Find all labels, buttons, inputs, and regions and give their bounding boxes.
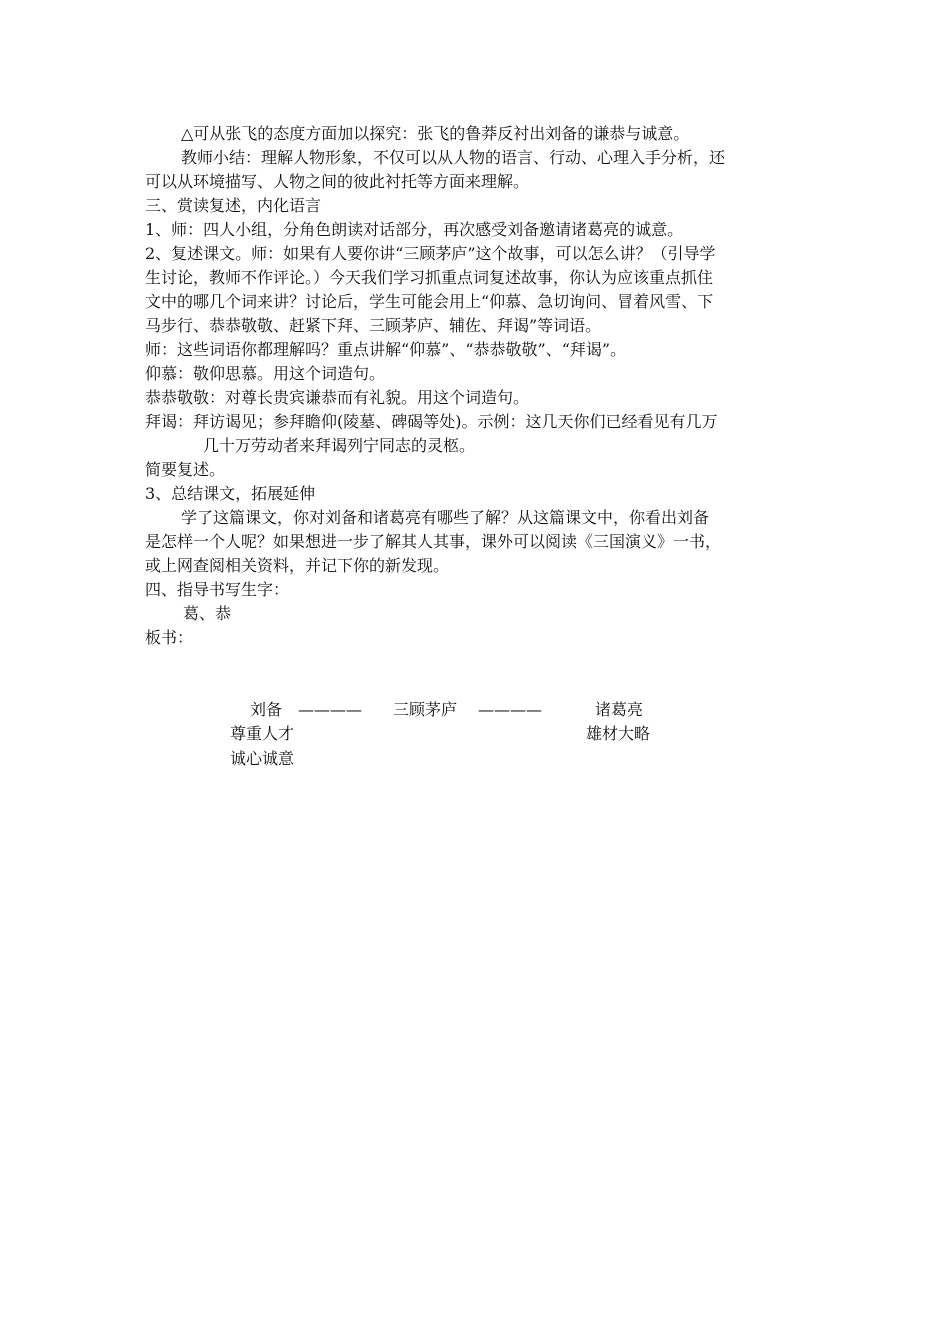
paragraph-teacher-summary-1: 教师小结：理解人物形象，不仅可以从人物的语言、行动、心理入手分析，还 <box>181 148 726 167</box>
section-heading-4: 四、指导书写生字： <box>145 580 290 599</box>
board-center: 三顾茅庐 <box>393 700 458 719</box>
step-3: 3、总结课文，拓展延伸 <box>145 484 316 503</box>
step-3-paragraph-line-2: 是怎样一个人呢？如果想进一步了解其人其事，课外可以阅读《三国演义》一书， <box>145 532 722 551</box>
board-left-trait-2: 诚心诚意 <box>230 749 295 768</box>
word-baiye-line-2: 几十万劳动者来拜谒列宁同志的灵柩。 <box>203 436 476 455</box>
brief-retell: 简要复述。 <box>145 460 226 479</box>
paragraph-teacher-summary-2: 可以从环境描写、人物之间的彼此衬托等方面来理解。 <box>145 172 530 191</box>
board-right-trait: 雄材大略 <box>586 724 651 743</box>
step-1: 1、师：四人小组，分角色朗读对话部分，再次感受刘备邀请诸葛亮的诚意。 <box>145 220 684 239</box>
board-dash-2: ———— <box>478 700 542 719</box>
board-left-trait-1: 尊重人才 <box>230 724 295 743</box>
step-3-paragraph-line-3: 或上网查阅相关资料，并记下你的新发现。 <box>145 556 450 575</box>
blackboard-label: 板书： <box>145 628 194 647</box>
board-right-name: 诸葛亮 <box>595 700 644 719</box>
board-dash-1: ———— <box>298 700 362 719</box>
step-2-line-2: 生讨论，教师不作评论。）今天我们学习抓重点词复述故事，你认为应该重点抓住 <box>145 268 714 287</box>
word-yangmu: 仰慕：敬仰思慕。用这个词造句。 <box>145 364 386 383</box>
board-left-name: 刘备 <box>250 700 283 719</box>
teacher-question: 师：这些词语你都理解吗？重点讲解“仰慕”、“恭恭敬敬”、“拜谒”。 <box>145 340 627 359</box>
step-2-line-1: 2、复述课文。师：如果有人要你讲“三顾茅庐”这个故事，可以怎么讲？（引导学 <box>145 244 716 263</box>
word-baiye-line-1: 拜谒：拜访谒见；参拜瞻仰(陵墓、碑碣等处)。示例：这几天你们已经看见有几万 <box>145 412 718 431</box>
step-3-paragraph-line-1: 学了这篇课文，你对刘备和诸葛亮有哪些了解？从这篇课文中，你看出刘备 <box>181 508 710 527</box>
new-characters: 葛、恭 <box>183 604 232 623</box>
step-2-line-4: 马步行、恭恭敬敬、赶紧下拜、三顾茅庐、辅佐、拜谒”等词语。 <box>145 316 602 335</box>
step-2-line-3: 文中的哪几个词来讲？讨论后，学生可能会用上“仰慕、急切询问、冒着风雪、下 <box>145 292 714 311</box>
word-gonggongjingjing: 恭恭敬敬：对尊长贵宾谦恭而有礼貌。用这个词造句。 <box>145 388 530 407</box>
paragraph-zhangfei: △可从张飞的态度方面加以探究：张飞的鲁莽反衬出刘备的谦恭与诚意。 <box>181 124 690 143</box>
section-heading-3: 三、赏读复述，内化语言 <box>145 196 322 215</box>
